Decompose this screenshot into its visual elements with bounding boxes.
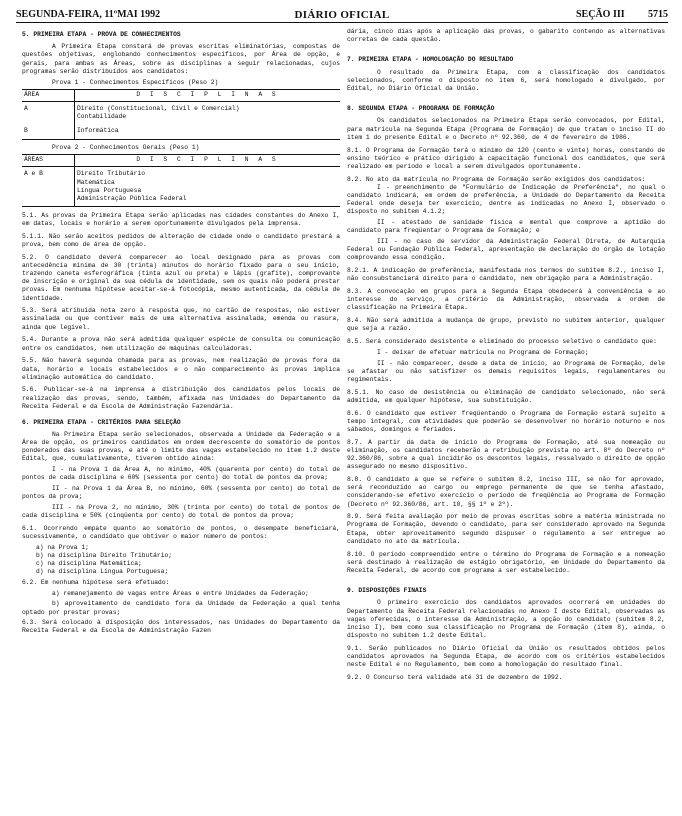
paragraph-9-2: 9.2. O Concurso terá validade até 31 de dezembro de 1992. <box>347 674 563 681</box>
paragraph-8-2-i: I - preenchimento de "Formulário de Indicação de Preferência", no qual o candidato indicará, em ordem de preferência, a Unidade do Departamento da Receita Federal onde deseja ter exercício, dentre as indicadas no Anexo I, observado o disposto no subitem 4.1.2; <box>347 183 665 216</box>
paragraph-5-3: 5.3. Será atribuída nota zero à resposta que, no cartão de respostas, não estiver assinalada ou que contiver mais de uma alternativa assinalada, emenda ou rasura, ainda que legível. <box>22 307 340 331</box>
list-item: a) na Prova 1; <box>36 543 89 551</box>
paragraph-6-3: 6.3. Será colocado à disposição dos interessados, nas Unidades do Departamento da Receita Federal e da Escola de Administração Fazen <box>22 619 340 635</box>
table-cell: Direito Tributário <box>77 170 146 178</box>
paragraph-9-1: 9.1. Serão publicados no Diário Oficial da União os resultados obtidos pelos candidatos aprovados na Segunda Etapa, de acordo com os critérios estabelecidos neste Edital e no Regulamento, bem como a homologação do resultado final. <box>347 644 665 669</box>
paragraph-6-1: 6.1. Ocorrendo empate quanto ao somatório de pontos, o desempate beneficiará, sucessivamente, o candidato que obtiver o maior número de pontos: <box>22 524 340 540</box>
paragraph-5-2: 5.2. O candidato deverá comparecer ao local designado para as provas com antecedência mínima de 30 (trinta) minutos do horário fixado para o seu início, trazendo caneta esferográfica (tinta azul ou preta) e lápis (grafite), comprovante de inscrição e original da sua cédula de identidade, sem os quais não poderá prestar provas. Em nenhuma hipótese aceitar-se-á fotocópia, mesmo autenticada, da cédula de identidade. <box>22 253 340 302</box>
paragraph-8-3: 8.3. A convocação em grupos para a Segunda Etapa obedecerá à conveniência e ao interesse do serviço, a critério da Administração, observada a ordem de classificação na Primeira Etapa. <box>347 288 665 312</box>
header-title: DIÁRIO OFICIAL <box>294 9 390 21</box>
section-9-title: 9. DISPOSIÇÕES FINAIS <box>347 587 427 595</box>
section-8-title: 8. SEGUNDA ETAPA - PROGRAMA DE FORMAÇÃO <box>347 105 495 113</box>
paragraph-8-2: 8.2. No ato da matrícula no Programa de Formação serão exigidos dos candidatos: <box>347 175 646 183</box>
paragraph-6-2-b: b) aproveitamento de candidato fora da Unidade da Federação a qual tenha optado por prestar provas; <box>22 600 340 616</box>
paragraph-5-6: 5.6. Publicar-se-á na imprensa a distribuição dos candidatos pelos locais de realização das provas, sendo, também, afixada nas Unidades do Departamento da Receita Federal e da Escola de Administração Fazendária. <box>22 386 340 410</box>
prova-1-disciplinas-header: D I S C I P L I N A S <box>75 89 341 101</box>
paragraph-8-10: 8.10. O período compreendido entre o término do Programa de Formação e a nomeação será destinado à realização de estágio obrigatório, em Unidade do Departamento da Receita Federal, de acordo com programa a ser estabelecido. <box>347 550 665 574</box>
prova-1-area-a: A <box>22 101 75 124</box>
right-column <box>347 28 665 682</box>
page-header <box>16 8 668 23</box>
paragraph-6-2: 6.2. Em nenhuma hipótese será efetuado: <box>22 578 170 586</box>
table-cell: Informática <box>77 127 119 135</box>
paragraph-5-1: 5.1. As provas da Primeira Etapa serão aplicadas nas cidades constantes do Anexo I, em datas, locais e horário a serem oportunamente divulgados pela imprensa. <box>22 211 340 227</box>
paragraph-8-2-ii: II - atestado de sanidade física e mental que comprove a aptidão do candidato para freqüentar o Programa de Formação; e <box>347 219 665 235</box>
section-5-intro: A Primeira Etapa constará de provas escritas eliminatórias, compostas de questões objetivas, englobando conhecimentos específicos, por Área de opção, e gerais, para ambas as Áreas, sobre as disciplinas a seguir relacionadas, cujos programas serão distribuídos aos candidatos: <box>22 43 340 75</box>
prova-2-table <box>22 154 340 207</box>
prova-1-caption: Prova 1 - Conhecimentos Específicos (Peso 2) <box>52 78 219 86</box>
paragraph-8-5: 8.5. Será considerado desistente e eliminado do processo seletivo o candidato que: <box>347 338 657 346</box>
paragraph-8-4: 8.4. Não será admitida a mudança de grupo, previsto no subitem anterior, qualquer que seja a razão. <box>347 317 665 333</box>
paragraph-8-7: 8.7. A partir da data de início do Programa de Formação, até sua nomeação ou eliminação, os candidatos receberão a retribuição prevista no art. 8º do Decreto nº 92.360/86, sobre a qual incidirão os descontos legais, ressalvado o direito de opção assegurado no mesmo dispositivo. <box>347 438 665 471</box>
paragraph-8-1: 8.1. O Programa de Formação terá o mínimo de 120 (cento e vinte) horas, constando de ensino teórico e prático dirigido à capacitação funcional dos candidatos, que será realizado em período e local a serem divulgados oportunamente. <box>347 146 665 170</box>
paragraph-5-4: 5.4. Durante a prova não será admitida qualquer espécie de consulta ou comunicação entre os candidatos, nem utilização de máquinas calculadoras. <box>22 336 340 352</box>
prova-1-table <box>22 89 340 140</box>
table-cell: Contabilidade <box>77 113 127 121</box>
section-5-title: 5. PRIMEIRA ETAPA - PROVA DE CONHECIMENTOS <box>22 31 181 38</box>
paragraph-6-3-continued: dária, cinco dias após a aplicação das provas, o gabarito contendo as alternativas corretas de cada questão. <box>347 28 665 44</box>
criterion-i: I - na Prova 1 da Área A, no mínimo, 40% (quarenta por cento) do total de pontos de cada disciplina e 60% (sessenta por cento) do total de pontos da prova; <box>22 466 340 482</box>
paragraph-8-5-i: I - deixar de efetuar matrícula no Programa de Formação; <box>377 348 589 356</box>
prova-1-area-b: B <box>22 124 75 139</box>
section-9-intro: O primeiro exercício dos candidatos aprovados ocorrerá em unidades do Departamento da Receita Federal relacionadas no Anexo I deste Edital, observadas as vagas oferecidas, o interesse da Administração, a opção do candidato (subitem 8.2, inciso I), bem como sua classificação no Programa de Formação (item 8), ainda, o disposto no subitem 1.2 deste Edital. <box>347 599 665 640</box>
criterion-ii: II - na Prova 1 da Área B, no mínimo, 60% (sessenta por cento) do total de pontos da prova; <box>22 484 340 501</box>
table-cell: Administração Pública Federal <box>77 195 187 203</box>
left-column <box>22 28 340 636</box>
paragraph-5-1-1: 5.1.1. Não serão aceitos pedidos de alteração de cidade onde o candidato prestará a prova, bem como de área de opção. <box>22 232 340 248</box>
list-item: c) na disciplina Matemática; <box>36 560 142 568</box>
section-6-intro: Na Primeira Etapa serão selecionados, observada a Unidade da Federação e a Área de opção, os primeiros candidatos em ordem decrescente do somatório de pontos ponderados das suas provas, e até o limite das vagas estabelecido no item 1.2 deste Edital, que, cumulativamente, tiverem obtido ainda: <box>22 430 340 463</box>
paragraph-8-9: 8.9. Será feita avaliação por meio de provas escritas sobre a matéria ministrada no Programa de Formação, devendo o candidato, para ser considerado aprovado na Segunda Etapa, obter aproveitamento segundo dispuser o regulamento a ser entregue ao candidato no ato da matrícula. <box>347 513 665 545</box>
table-row <box>22 101 340 124</box>
prova-2-caption: Prova 2 - Conhecimentos Gerais (Peso 1) <box>52 144 200 152</box>
prova-1-area-header: ÁREA <box>22 89 75 101</box>
paragraph-8-6: 8.6. O candidato que estiver freqüentando o Programa de Formação estará sujeito a tempo integral, com atividades que poderão se desenvolver no horário noturno e nos sábados, domingos e feriados. <box>347 409 665 433</box>
table-row <box>22 167 340 207</box>
header-section: SEÇÃO III <box>576 9 625 20</box>
prova-2-disciplinas-header: D I S C I P L I N A S <box>75 155 341 167</box>
paragraph-8-5-ii: II - não comparecer, desde a data de início, ao Programa de Formação, dele se afastar ou não satisfizer os demais requisitos legais, regulamentares ou regimentais. <box>347 359 665 383</box>
table-cell: Direito (Constitucional, Civil e Comercial) <box>77 104 240 112</box>
table-cell: Matemática <box>77 178 115 186</box>
paragraph-8-2-iii: III - no caso de servidor da Administração Federal Direta, de Autarquia Federal ou Fundação Pública Federal, apresentação de declaração do órgão de lotação comprovando essa condição. <box>347 238 665 262</box>
paragraph-8-5-1: 8.5.1. No caso de desistência ou eliminação de candidato selecionado, não será admitida, em qualquer hipótese, sua substituição. <box>347 388 665 404</box>
header-date: SEGUNDA-FEIRA, 11ºMAI 1992 <box>16 9 161 20</box>
criterion-iii: III - na Prova 2, no mínimo, 30% (trinta por cento) do total de pontos de cada disciplina e 50% (cinqüenta por cento) do total de pontos da prova; <box>22 503 340 520</box>
section-7-title: 7. PRIMEIRA ETAPA - HOMOLOGAÇÃO DO RESULTADO <box>347 56 514 64</box>
table-cell: Língua Portuguesa <box>77 186 142 194</box>
table-row <box>22 124 340 139</box>
section-6-title: 6. PRIMEIRA ETAPA - CRITÉRIOS PARA SELEÇÃO <box>22 418 181 426</box>
prova-2-area-ab: A e B <box>22 167 75 207</box>
paragraph-8-8: 8.8. O candidato a que se refere o subitem 8.2, inciso III, se não for aprovado, será reconduzido ao cargo ou emprego permanente de que se tenha afastado, considerando-se efetivo exercício o período de freqüência ao Programa de Formação (Decreto nº 92.360/86, art. 10, §§ 1º e 2º). <box>347 475 665 508</box>
paragraph-8-2-1: 8.2.1. A indicação de preferência, manifestada nos termos do subitem 8.2., inciso I, não consubstanciará direito para o candidato, nem obrigação para a Administração. <box>347 267 665 283</box>
list-item: d) na disciplina Língua Portuguesa; <box>36 568 169 576</box>
header-page-number: 5715 <box>648 9 668 20</box>
paragraph-5-5: 5.5. Não haverá segunda chamada para as provas, nem realização de provas fora da data, horário e locais estabelecidos e o não comparecimento às provas implica eliminação automática do candidato. <box>22 357 340 381</box>
section-7-body: O resultado da Primeira Etapa, com a classificação dos candidatos selecionados, conforme o disposto no item 6, será homologado e divulgado, por Edital, no Diário Oficial da União. <box>347 68 665 93</box>
list-item: b) na disciplina Direito Tributário; <box>36 551 173 559</box>
paragraph-6-2-a: a) remanejamento de vagas entre Áreas e entre Unidades da Federação; <box>52 589 309 597</box>
prova-2-area-header: ÁREAS <box>22 155 75 167</box>
section-8-intro: Os candidatos selecionados na Primeira Etapa serão convocados, por Edital, para matrícula na Segunda Etapa (Programa de Formação) de que tratam o inciso II do item 1 do presente Edital e o Decreto nº 92.360, de 4 de fevereiro de 1986. <box>347 117 665 141</box>
